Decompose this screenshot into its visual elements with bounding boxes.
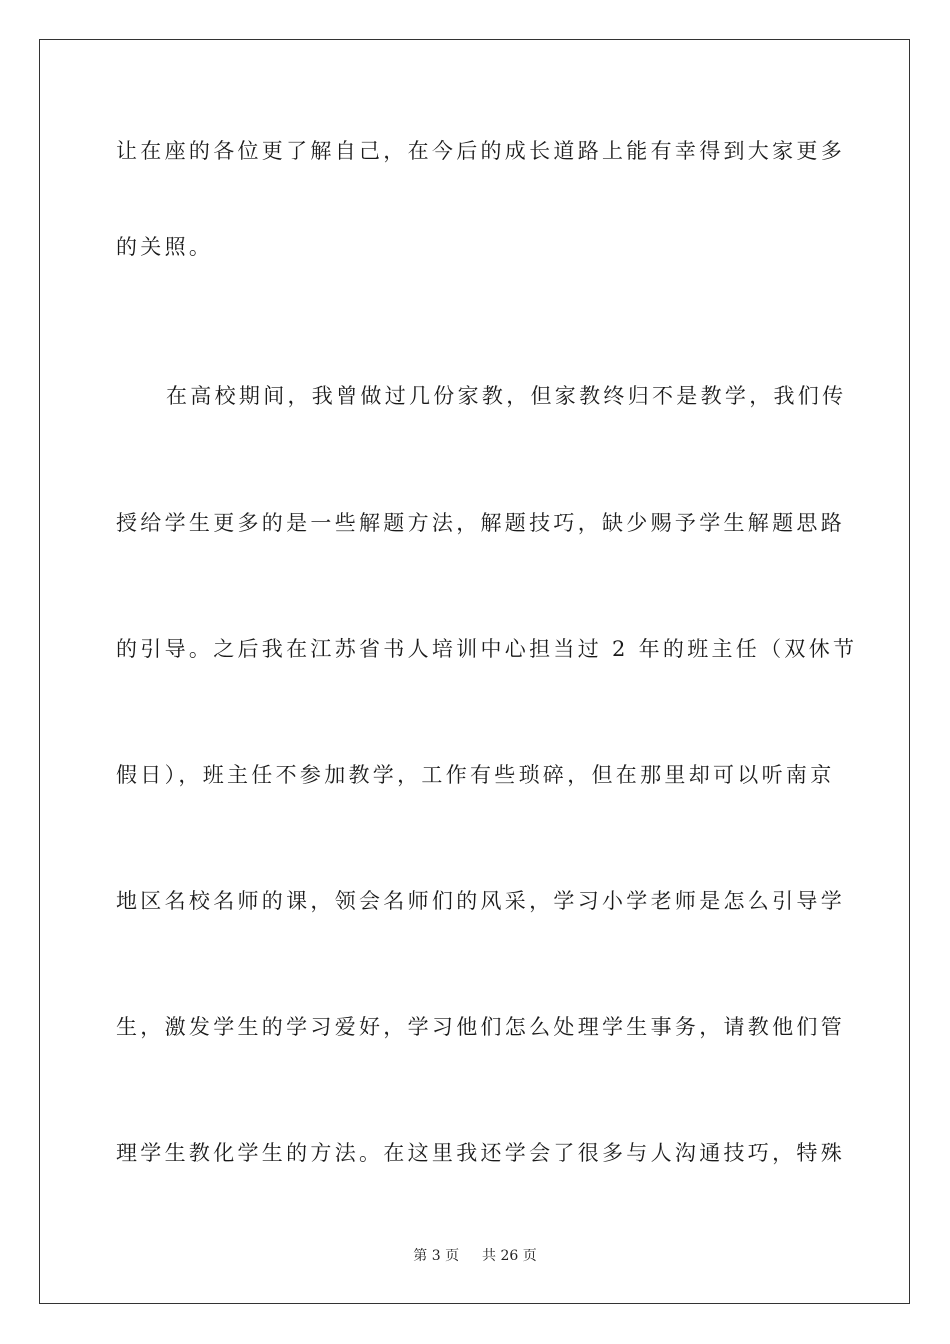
page-number: 第 3 页	[413, 1248, 460, 1264]
body-text-line: 地区名校名师的课，领会名师们的风采，学习小学老师是怎么引导学	[116, 889, 845, 913]
body-text-line: 理学生教化学生的方法。在这里我还学会了很多与人沟通技巧，特殊	[116, 1141, 845, 1165]
page-frame	[39, 39, 910, 1304]
page-footer	[0, 1246, 950, 1266]
body-text-line: 的引导。之后我在江苏省书人培训中心担当过 2 年的班主任（双休节	[116, 637, 858, 661]
body-text-line: 生，激发学生的学习爱好，学习他们怎么处理学生事务，请教他们管	[116, 1015, 845, 1039]
body-text-line: 的关照。	[116, 235, 214, 259]
body-text-line: 授给学生更多的是一些解题方法，解题技巧，缺少赐予学生解题思路	[116, 511, 845, 535]
body-text-line: 让在座的各位更了解自己，在今后的成长道路上能有幸得到大家更多	[116, 139, 845, 163]
paragraph-start-line: 在高校期间，我曾做过几份家教，但家教终归不是教学，我们传	[166, 384, 847, 408]
total-pages: 共 26 页	[482, 1248, 537, 1264]
body-text-line: 假日），班主任不参加教学，工作有些琐碎，但在那里却可以听南京	[116, 763, 835, 787]
